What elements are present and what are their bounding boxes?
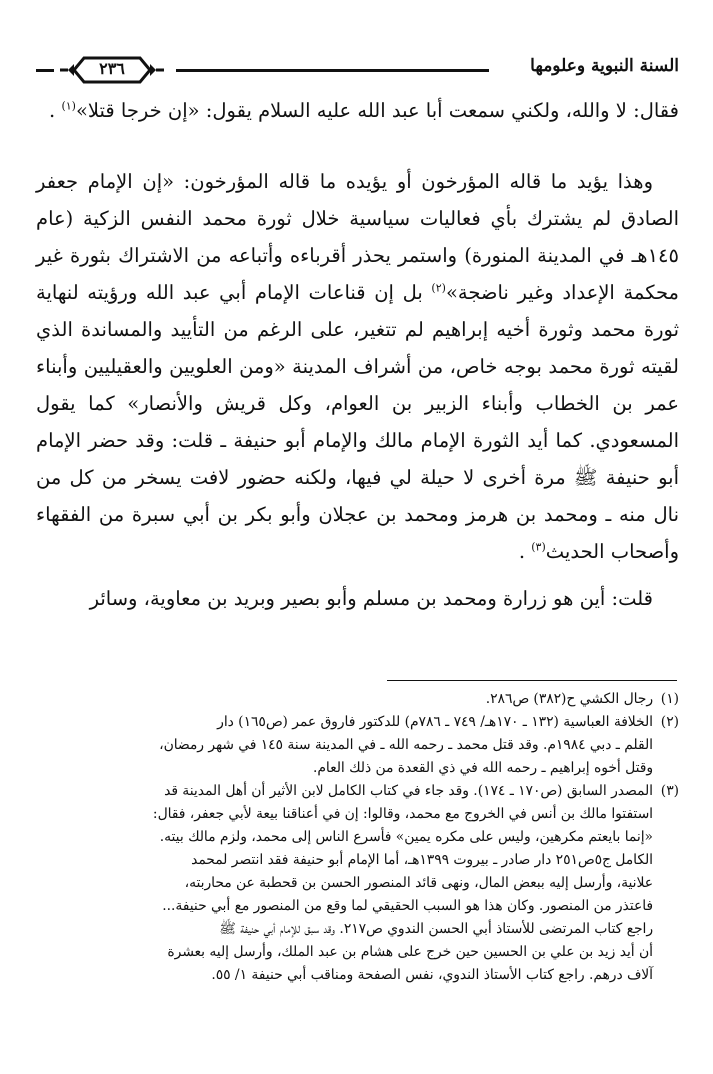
footnote-number: (١) [660, 691, 679, 707]
header-rule-end [36, 69, 54, 72]
footnote-number: (٢) [660, 714, 679, 730]
paragraph-3: قلت: أين هو زرارة ومحمد بن مسلم وأبو بصير وبريد بن معاوية، وسائر [89, 587, 653, 610]
footnote-1 [36, 688, 679, 711]
footnote-line: علانية، وأرسل إليه ببعض المال، ونهى قائد المنصور الحسن بن قحطبة عن محاربته، [184, 875, 653, 891]
footnotes [36, 688, 679, 987]
footnote-2 [36, 711, 679, 734]
footnote-number: (٣) [660, 783, 679, 799]
paragraph-1-text: فقال: لا والله، ولكني سمعت أبا عبد الله عليه السلام يقول: «إن خرجا قتلا» [75, 99, 679, 122]
footnote-line: المصدر السابق (ص١٧٠ ـ ١٧٤). وقد جاء في كتاب الكامل لابن الأثير أن أهل المدينة قد [164, 783, 653, 799]
footnote-line: راجع كتاب المرتضى للأستاذ أبي الحسن الندوي ص٢١٧. وقد سبق للإمام أبي حنيفة ﷺ [219, 921, 653, 937]
paragraph-1-end: . [49, 99, 56, 122]
paragraph-2-text: بل إن قناعات الإمام أبي عبد الله ورؤيته لنهاية ثورة محمد وثورة أخيه إبراهيم لم تتغير، على الرغم من التأييد والمساندة الذي لقيته ثورة محمد بوجه خاص، من أشراف المدينة «ومن العلويين والعقيليين وأبناء عمر بن الخطاب وأبناء الزبير بن العوام، وكل قريش والأنصار» كما يقول المسعودي. كما أيد الثورة الإمام مالك والإمام أبو حنيفة ـ قلت: وقد حضر الإمام أبو حنيفة ﷺ مرة أخرى لا حيلة لي فيها، ولكنه حضور لافت يسخر من كل من نال منه ـ ومحمد بن هرمز ومحمد بن عجلان وأبو بكر بن أبي سبرة من الفقهاء وأصحاب الحديث [36, 281, 679, 563]
paragraph-2-end: . [518, 540, 526, 563]
footnote-line: القلم ـ دبي ١٩٨٤م. وقد قتل محمد ـ رحمه الله ـ في المدينة سنة ١٤٥ في شهر رمضان، [159, 737, 653, 753]
paragraph-2-quote: وهذا يؤيد ما قاله المؤرخون أو يؤيده ما قاله المؤرخون: «إن الإمام جعفر الصادق لم يشترك بأي فعاليات سياسية خلال ثورة محمد النفس الزكية (عام ١٤٥هـ في المدينة المنورة) واستمر يحذر أقرباءه وأتباعه من الاشتراك بثورة غير محكمة الإعداد وغير ناضجة» [36, 170, 680, 304]
footnote-ref-2: (٢) [431, 281, 446, 295]
footnote-line: استفتوا مالك بن أنس في الخروج مع محمد، وقالوا: إن في أعناقنا بيعة لأبي جعفر، فقال: [152, 806, 653, 822]
page-header [36, 50, 679, 90]
footnote-line: الخلافة العباسية (١٣٢ ـ ١٧٠هـ/ ٧٤٩ ـ ٧٨٦م) للدكتور فاروق عمر (ص١٦٥) دار [217, 714, 653, 730]
page-number-badge [60, 54, 164, 86]
main-text [36, 92, 679, 617]
footnote-ref-3: (٣) [531, 540, 546, 554]
running-title: السنة النبوية وعلومها [530, 56, 679, 76]
footnote-line: الكامل ج٥ص٢٥١ دار صادر ـ بيروت ١٣٩٩هـ، أما الإمام أبو حنيفة فقد انتصر لمحمد [191, 852, 653, 868]
footnote-line: رجال الكشي ح(٣٨٢) ص٢٨٦. [485, 691, 653, 707]
footnote-line: «إنما بايعتم مكرهين، وليس على مكره يمين» فأسرع الناس إلى محمد، ولزم مالك بيته. [159, 829, 653, 845]
paragraph-2 [36, 163, 679, 570]
footnote-line: فاعتذر من المنصور. وكان هذا هو السبب الحقيقي لما وقع من المنصور مع أبي حنيفة... [162, 898, 653, 914]
header-rule [176, 69, 489, 72]
paragraph-1 [36, 92, 679, 129]
footnote-3 [36, 780, 679, 803]
footnote-separator [387, 680, 677, 681]
footnote-line: أن أيد زيد بن علي بن الحسين حين خرج على هشام بن عبد الملك، وأرسل إليه بعشرة [167, 944, 653, 960]
footnote-ref-1: (١) [61, 99, 76, 113]
footnote-line: وقتل أخوه إبراهيم ـ رحمه الله في ذي القعدة من ذلك العام. [312, 760, 653, 776]
page-number: ٢٣٦ [99, 59, 125, 78]
footnote-line: آلاف درهم. راجع كتاب الأستاذ الندوي، نفس الصفحة ومناقب أبي حنيفة ١/ ٥٥. [211, 967, 653, 983]
